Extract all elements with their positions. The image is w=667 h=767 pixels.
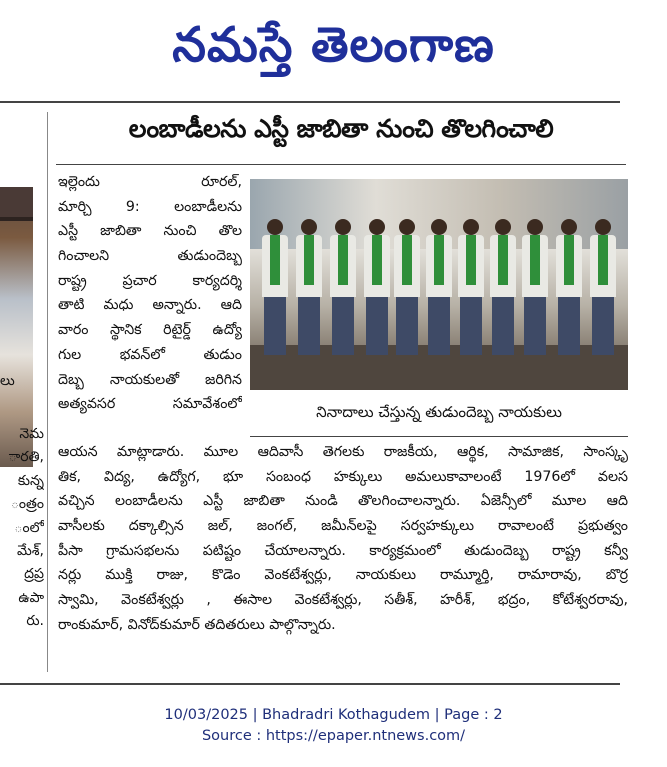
adjacent-article-text (0, 423, 44, 634)
text-line: రు. (26, 613, 44, 630)
text-line: పీసా గ్రామసభలను పటిష్టం చేయాలన్నారు. కార్యక్రమంలో తుడుందెబ్బ రాష్ట్ర కన్వీ (58, 542, 628, 559)
article-photo (250, 179, 628, 390)
text-line: వచ్చిన లంబాడీలను ఎస్టీ జాబితా నుండి తొలగించాలన్నారు. ఏజెన్సీలో మూల ఆది (58, 493, 628, 510)
page-footer (0, 705, 667, 747)
text-line: స్వామి, వెంకటేశ్వర్లు , ఈసాల వెంకటేశ్వర్లు, సతీశ్, హరీశ్, భద్రం, కోటేశ్వరరావు, (58, 592, 628, 609)
top-rule (0, 101, 620, 103)
adjacent-photo-caption: లు (0, 373, 15, 389)
text-line: ంత్రం (10, 496, 44, 513)
text-line: అత్యవసర సమావేశంలో (58, 396, 242, 413)
text-line: తిక, విద్య, ఉద్యోగ, భూ సంబంధ హక్కులు అమలుకావాలంటే 1976లో వలస (58, 468, 628, 485)
text-line: ఆయన మాట్లాడారు. మూల ఆదివాసీ తెగలకు రాజకీయ, ఆర్థిక, సామాజిక, సాంస్కృ (58, 444, 628, 460)
text-line: దెబ్బ నాయకులతో జరిగిన (58, 371, 242, 388)
text-line: ఉపా (18, 589, 44, 606)
text-line: నర్లు ముక్తి రాజు, కొడెం వెంకటేశ్వర్లు, నాయకులు రామ్మూర్తి, రామారావు, బొర్ర (58, 567, 628, 584)
adjacent-article-column (0, 105, 44, 670)
text-line: గుల భవన్‌లో తుడుం (58, 346, 242, 363)
text-line: ఎస్టీ జాబితా నుంచి తొల (58, 223, 242, 240)
footer-date-edition: 10/03/2025 | Bhadradri Kothagudem | Page : 2 (164, 707, 503, 723)
newspaper-masthead: నమస్తే తెలంగాణ (172, 17, 495, 73)
text-line: తాటి మధు అన్నారు. ఆది (58, 297, 242, 314)
text-line: మేశ్, (17, 542, 44, 559)
article-body-wide (58, 440, 628, 638)
text-line: వారం స్థానిక రిటైర్డ్ ఉద్యో (58, 322, 242, 339)
bottom-rule (0, 683, 620, 685)
text-line: రాష్ట్ర ప్రచార కార్యదర్శి (58, 272, 242, 289)
text-line: రాంకుమార్, వినోద్‌కుమార్ తదితరులు పాల్గొన్నారు. (58, 616, 336, 633)
text-line: ఇల్లెందు రూరల్, (58, 174, 242, 190)
column-divider (47, 112, 48, 672)
text-line: ంలో (14, 519, 44, 536)
text-line: గించాలని తుడుందెబ్బ (58, 248, 242, 265)
article-headline: లంబాడీలను ఎస్టీ జాబితా నుంచి తొలగించాలి (128, 114, 554, 143)
text-line: నెమ (19, 426, 44, 442)
text-line: మార్చి 9: లంబాడీలను (58, 198, 242, 215)
text-line: ారతి, (8, 449, 44, 466)
footer-source: Source : https://epaper.ntnews.com/ (201, 728, 466, 744)
text-line: ద్రప్ర (24, 566, 44, 583)
text-line: వాసీలకు దక్కాల్సిన జల్, జంగల్, జమీన్‌లపై సర్వహక్కులు రావాలంటే ప్రభుత్వం (58, 518, 628, 535)
article-body-narrow (58, 170, 242, 417)
photo-caption: నినాదాలు చేస్తున్న తుడుందెబ్బ నాయకులు (316, 403, 562, 421)
caption-rule (250, 436, 628, 437)
text-line: కున్న (17, 472, 44, 489)
headline-rule (56, 164, 626, 165)
